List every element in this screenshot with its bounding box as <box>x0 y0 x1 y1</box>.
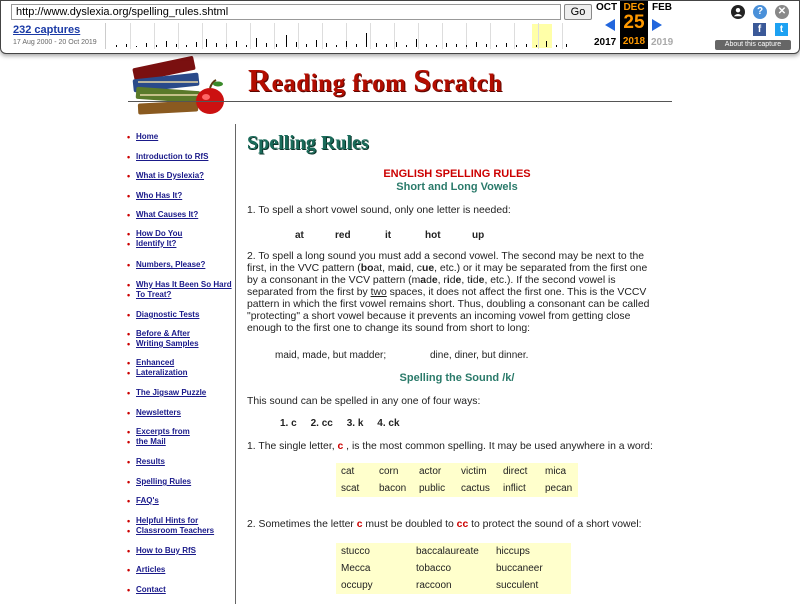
nav-how-identify[interactable]: • How Do You <box>126 229 234 239</box>
sparkline-year-divider <box>394 23 395 49</box>
sparkline-bar <box>436 45 437 47</box>
long-vowel-example: maid, made, but madder; <box>275 350 387 361</box>
table-cell: occupy <box>336 577 411 594</box>
nav-what-causes-it[interactable]: • What Causes It? <box>126 210 234 220</box>
paragraph-2: 2. To spell a long sound you must add a second vowel. The second may be next to the first, in the VVC pattern (boat, maid, cue, etc.) or it may be separated from the first one by a consonant in the VCV pattern (made, ride, tide, etc.). If the second vowel is separated from the first by two spaces, it does not affect the first one. This is the VCCV pattern in which the first vowel remains short. Thus, doubling a consonant can be called "protecting" a short vowel because it prevents an incoming vowel from getting close enough to the first one to change its sound from short to long: <box>247 251 650 334</box>
next-month[interactable]: FEB <box>652 2 672 13</box>
sparkline-bar <box>256 38 257 47</box>
sparkline-year-divider <box>202 23 203 49</box>
nav-introduction[interactable]: • Introduction to RfS <box>126 152 234 162</box>
sparkline-bar <box>326 43 327 47</box>
short-vowel-example: red <box>335 230 351 241</box>
sparkline-bar <box>386 44 387 47</box>
table-row <box>336 560 571 577</box>
sparkline-year-divider <box>442 23 443 49</box>
nav-how-identify-line2[interactable]: • Identify It? <box>126 239 234 249</box>
nav-contact[interactable]: • Contact <box>126 585 234 595</box>
header-divider <box>128 101 672 102</box>
table-cell: bacon <box>374 480 414 497</box>
prev-capture-arrow-icon[interactable] <box>605 19 615 31</box>
sparkline-year-divider <box>130 23 131 49</box>
nav-before-after[interactable]: • Before & After <box>126 329 234 339</box>
books-apple-logo-icon <box>128 54 238 124</box>
table-cell: inflict <box>498 480 540 497</box>
short-vowel-example: it <box>385 230 392 241</box>
sparkline-bar <box>246 45 247 47</box>
nav-why-hard-line2[interactable]: • To Treat? <box>126 290 234 300</box>
sparkline-bar <box>226 44 227 47</box>
sparkline-year-divider <box>490 23 491 49</box>
sparkline-bar <box>456 44 457 47</box>
sparkline-bar <box>196 42 197 47</box>
table-cell: actor <box>414 463 456 480</box>
nav-before-after-line2[interactable]: • Writing Samples <box>126 339 234 349</box>
sparkline-year-divider <box>562 23 563 49</box>
nav-newsletters[interactable]: • Newsletters <box>126 408 234 418</box>
facebook-icon[interactable]: f <box>753 23 766 36</box>
section-heading: ENGLISH SPELLING RULES <box>383 168 531 180</box>
sparkline-current-year <box>532 24 552 48</box>
table-cell: direct <box>498 463 540 480</box>
table-row <box>336 577 571 594</box>
nav-helpful-hints[interactable]: • Helpful Hints for <box>126 516 234 526</box>
sidebar-nav <box>126 132 234 595</box>
sparkline-year-divider <box>298 23 299 49</box>
sparkline-bar <box>206 39 207 47</box>
sparkline-bar <box>306 44 307 47</box>
nav-home[interactable]: • Home <box>126 132 234 142</box>
sidebar-divider <box>235 124 236 604</box>
table-cell: cat <box>336 463 374 480</box>
next-year: 2019 <box>651 37 674 48</box>
help-icon[interactable]: ? <box>753 5 767 19</box>
sparkline-bar <box>486 44 487 47</box>
sparkline-bar <box>356 44 357 47</box>
current-capture-date <box>620 1 648 49</box>
sparkline-bar <box>156 45 157 47</box>
table-cell: public <box>414 480 456 497</box>
nav-results[interactable]: • Results <box>126 457 234 467</box>
nav-why-hard[interactable]: • Why Has It Been So Hard <box>126 280 234 290</box>
short-vowel-example: at <box>295 230 304 241</box>
sparkline-bar <box>466 45 467 47</box>
sparkline-bar <box>426 44 427 47</box>
sparkline-bar <box>336 45 337 47</box>
nav-what-is-dyslexia[interactable]: • What is Dyslexia? <box>126 171 234 181</box>
table-cell: victim <box>456 463 498 480</box>
next-capture-arrow-icon[interactable] <box>652 19 662 31</box>
nav-how-to-buy[interactable]: • How to Buy RfS <box>126 546 234 556</box>
sparkline-bar <box>376 43 377 47</box>
nav-diagnostic-tests[interactable]: • Diagnostic Tests <box>126 310 234 320</box>
table-cell: Mecca <box>336 560 411 577</box>
nav-enhanced[interactable]: • Enhanced <box>126 358 234 368</box>
sparkline-bar <box>236 41 237 47</box>
prev-month[interactable]: OCT <box>596 2 618 13</box>
sparkline-bar <box>166 41 167 47</box>
sparkline-bar <box>316 40 317 47</box>
twitter-icon[interactable]: t <box>775 23 788 36</box>
sparkline-bar <box>476 42 477 47</box>
section-heading-k: Spelling the Sound /k/ <box>399 372 515 384</box>
sparkline-bar <box>416 39 417 47</box>
current-year: 2018 <box>622 36 646 47</box>
nav-jigsaw[interactable]: • The Jigsaw Puzzle <box>126 388 234 398</box>
table-cell: scat <box>336 480 374 497</box>
table-cell: mica <box>540 463 578 480</box>
table-cell: buccaneer <box>491 560 571 577</box>
table-cell: tobacco <box>411 560 491 577</box>
sparkline-year-divider <box>250 23 251 49</box>
close-icon[interactable]: ✕ <box>775 5 789 19</box>
go-button[interactable]: Go <box>564 4 592 20</box>
account-icon[interactable] <box>731 5 745 19</box>
sparkline-year-divider <box>178 23 179 49</box>
sparkline-bar <box>446 43 447 47</box>
table-cell: baccalaureate <box>411 543 491 560</box>
sparkline-year-divider <box>418 23 419 49</box>
nav-who-has-it[interactable]: • Who Has It? <box>126 191 234 201</box>
nav-excerpts[interactable]: • Excerpts from <box>126 427 234 437</box>
sparkline-year-divider <box>322 23 323 49</box>
capture-date-range: 17 Aug 2000 - 20 Oct 2019 <box>13 39 97 46</box>
nav-excerpts-line2[interactable]: • the Mail <box>126 437 234 447</box>
nav-spelling-rules[interactable]: • Spelling Rules <box>126 477 234 487</box>
sparkline-bar <box>506 43 507 47</box>
double-c-word-table <box>336 543 571 594</box>
table-cell: succulent <box>491 577 571 594</box>
paragraph-4: 1. The single letter, c , is the most common spelling. It may be used anywhere in a word: <box>247 441 653 452</box>
paragraph-3: This sound can be spelled in any one of four ways: <box>247 396 481 407</box>
table-row <box>336 543 571 560</box>
table-cell: pecan <box>540 480 578 497</box>
page-title: Spelling Rules <box>247 132 369 154</box>
table-cell: raccoon <box>411 577 491 594</box>
sparkline-year-divider <box>274 23 275 49</box>
paragraph-5: 2. Sometimes the letter c must be doubled to cc to protect the sound of a short vowel: <box>247 519 642 530</box>
sparkline-bar <box>366 33 367 47</box>
table-cell: corn <box>374 463 414 480</box>
sparkline-bar <box>536 45 537 47</box>
sparkline-bar <box>266 43 267 47</box>
sparkline-bar <box>216 43 217 47</box>
short-vowel-example: up <box>472 230 485 241</box>
sparkline-bar <box>516 45 517 47</box>
sparkline-bar <box>136 46 137 47</box>
sparkline-bar <box>276 44 277 47</box>
sparkline-bar <box>346 41 347 47</box>
sparkline-year-divider <box>154 23 155 49</box>
sparkline-year-divider <box>538 23 539 49</box>
sparkline-bar <box>556 45 557 47</box>
sparkline-bar <box>286 35 287 47</box>
sparkline-year-divider <box>514 23 515 49</box>
sparkline-bar <box>566 44 567 47</box>
sparkline-bar <box>186 45 187 47</box>
paragraph-1: 1. To spell a short vowel sound, only one letter is needed: <box>247 205 511 216</box>
wayback-toolbar <box>0 0 800 54</box>
sparkline-bar <box>546 41 547 47</box>
long-vowel-example-2: dine, diner, but dinner. <box>430 350 529 361</box>
sparkline-bar <box>146 43 147 47</box>
table-cell: hiccups <box>491 543 571 560</box>
sparkline-bar <box>116 45 117 47</box>
short-vowel-example: hot <box>425 230 441 241</box>
current-month: DEC <box>623 2 645 13</box>
table-row <box>336 480 578 497</box>
nav-enhanced-line2[interactable]: • Lateralization <box>126 368 234 378</box>
captures-link[interactable]: 232 captures <box>13 24 81 36</box>
nav-numbers[interactable]: • Numbers, Please? <box>126 260 234 270</box>
sparkline-bar <box>496 45 497 47</box>
k-spellings: 1. c 2. cc 3. k 4. ck <box>280 418 400 429</box>
page-content <box>0 54 800 600</box>
sparkline-bar <box>406 45 407 47</box>
section-subheading: Short and Long Vowels <box>396 181 518 193</box>
table-cell: cactus <box>456 480 498 497</box>
about-capture-button[interactable]: About this capture <box>715 40 791 50</box>
capture-sparkline[interactable] <box>105 23 587 49</box>
sparkline-bar <box>396 42 397 47</box>
nav-helpful-hints-line2[interactable]: • Classroom Teachers <box>126 526 234 536</box>
url-input[interactable]: http://www.dyslexia.org/spelling_rules.shtml <box>11 4 561 20</box>
sparkline-bar <box>126 44 127 47</box>
current-day: 25 <box>623 12 645 33</box>
prev-year[interactable]: 2017 <box>594 37 617 48</box>
table-cell: stucco <box>336 543 411 560</box>
table-row <box>336 463 578 480</box>
sparkline-year-divider <box>370 23 371 49</box>
sparkline-bar <box>176 44 177 47</box>
sparkline-bar <box>296 42 297 47</box>
site-logo[interactable]: Reading from Scratch <box>248 62 503 98</box>
sparkline-bar <box>526 44 527 47</box>
nav-faq[interactable]: • FAQ's <box>126 496 234 506</box>
nav-articles[interactable]: • Articles <box>126 565 234 575</box>
single-c-word-table <box>336 463 578 497</box>
